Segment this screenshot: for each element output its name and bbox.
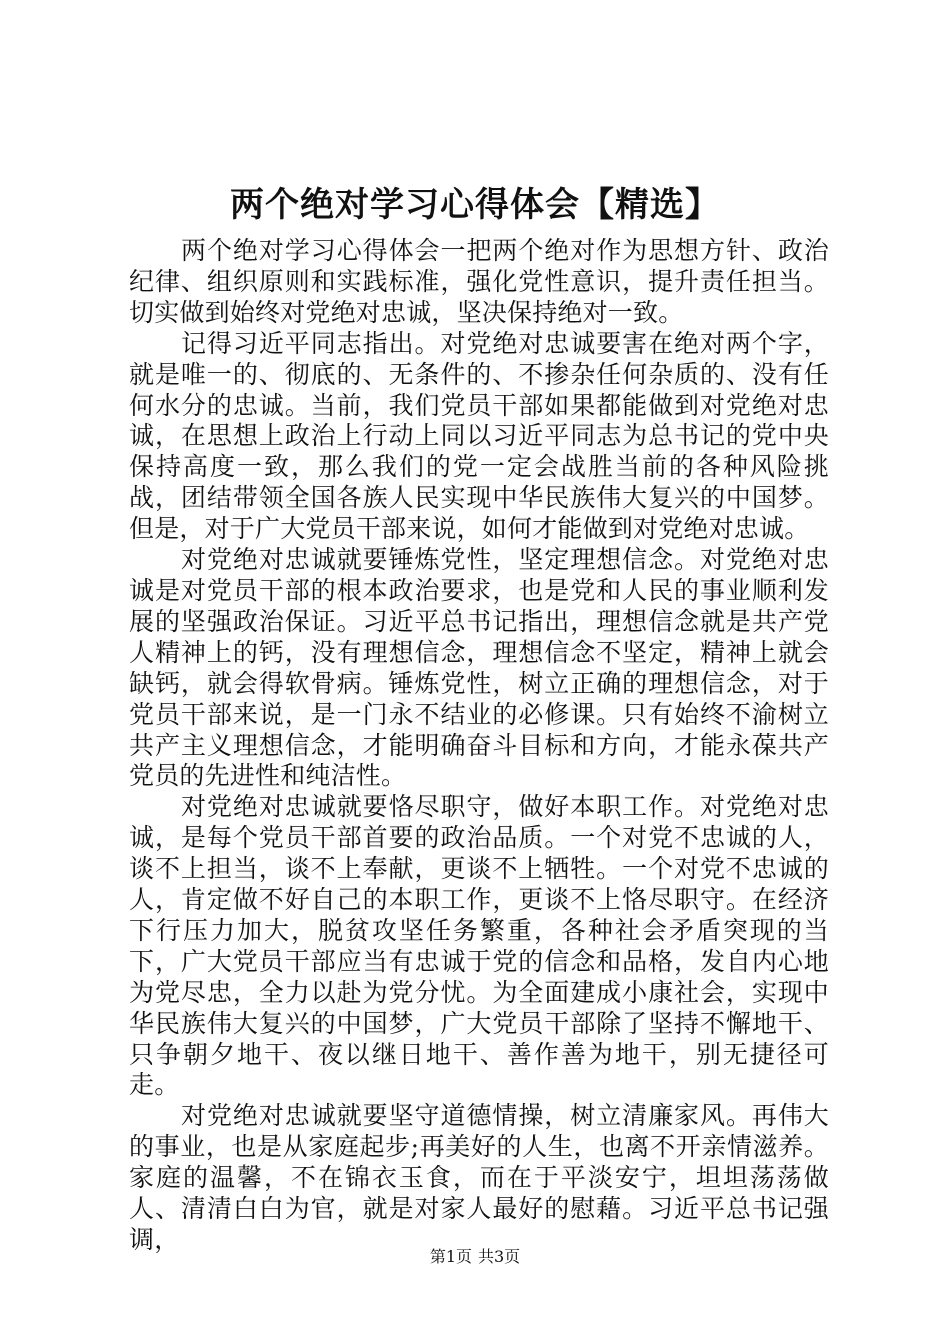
paragraph: 两个绝对学习心得体会一把两个绝对作为思想方针、政治纪律、组织原则和实践标准，强化党性意识，提升责任担当。切实做到始终对党绝对忠诚，坚决保持绝对一致。 bbox=[129, 236, 829, 327]
document-title: 两个绝对学习心得体会【精选】 bbox=[230, 185, 720, 225]
page-number: 第1页 bbox=[429, 1247, 472, 1266]
paragraph: 对党绝对忠诚就要坚守道德情操，树立清廉家风。再伟大的事业，也是从家庭起步;再美好的人生，也离不开亲情滋养。家庭的温馨，不在锦衣玉食，而在于平淡安宁，坦坦荡荡做人、清清白白为官，就是对家人最好的慰藉。习近平总书记强调， bbox=[129, 1101, 829, 1254]
page-footer bbox=[0, 1247, 950, 1267]
paragraph: 对党绝对忠诚就要恪尽职守，做好本职工作。对党绝对忠诚，是每个党员干部首要的政治品质。一个对党不忠诚的人，谈不上担当，谈不上奉献，更谈不上牺牲。一个对党不忠诚的人，肯定做不好自己的本职工作，更谈不上恪尽职守。在经济下行压力加大，脱贫攻坚任务繁重，各种社会矛盾突现的当下，广大党员干部应当有忠诚于党的信念和品格，发自内心地为党尽忠，全力以赴为党分忧。为全面建成小康社会，实现中华民族伟大复兴的中国梦，广大党员干部除了坚持不懈地干、只争朝夕地干、夜以继日地干、善作善为地干，别无捷径可走。 bbox=[129, 792, 829, 1100]
paragraph: 对党绝对忠诚就要锤炼党性，坚定理想信念。对党绝对忠诚是对党员干部的根本政治要求，也是党和人民的事业顺利发展的坚强政治保证。习近平总书记指出，理想信念就是共产党人精神上的钙，没有理想信念，理想信念不坚定，精神上就会缺钙，就会得软骨病。锤炼党性，树立正确的理想信念，对于党员干部来说，是一门永不结业的必修课。只有始终不渝树立共产主义理想信念，才能明确奋斗目标和方向，才能永葆共产党员的先进性和纯洁性。 bbox=[129, 545, 829, 791]
document-body bbox=[129, 236, 829, 1256]
paragraph: 记得习近平同志指出。对党绝对忠诚要害在绝对两个字，就是唯一的、彻底的、无条件的、不掺杂任何杂质的、没有任何水分的忠诚。当前，我们党员干部如果都能做到对党绝对忠诚，在思想上政治上行动上同以习近平同志为总书记的党中央保持高度一致，那么我们的党一定会战胜当前的各种风险挑战，团结带领全国各族人民实现中华民族伟大复兴的中国梦。但是，对于广大党员干部来说，如何才能做到对党绝对忠诚。 bbox=[129, 328, 829, 544]
page-total: 共3页 bbox=[478, 1247, 521, 1266]
